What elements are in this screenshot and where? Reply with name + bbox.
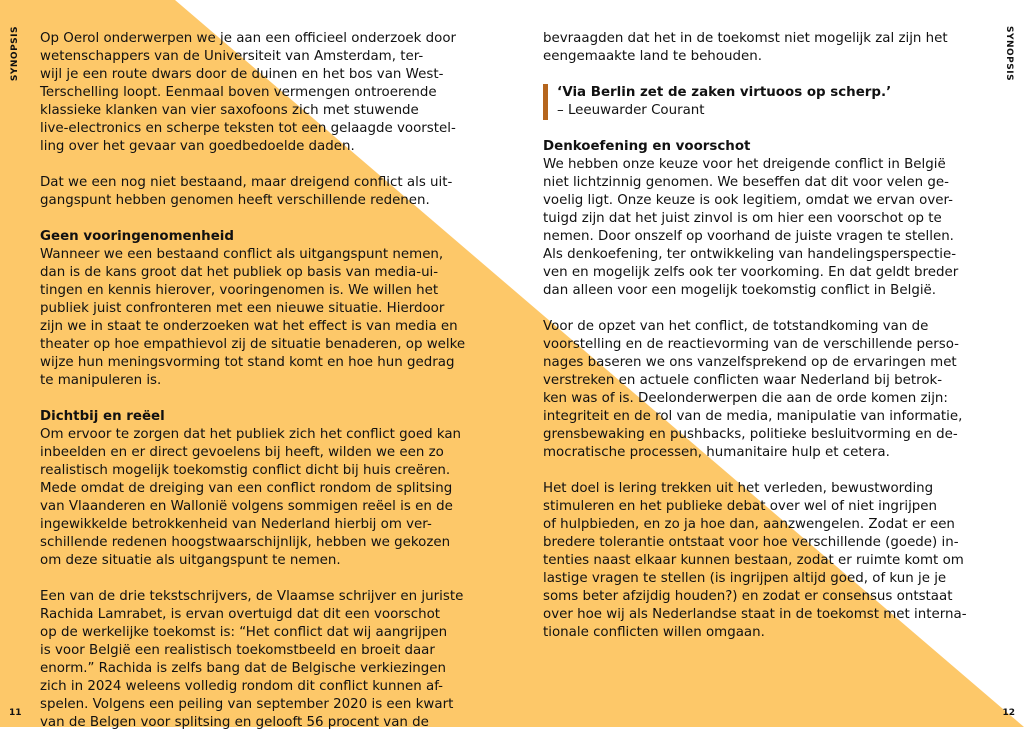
text-line: Terschelling loopt. Eenmaal boven vermengen ontroerende bbox=[40, 85, 437, 100]
text-line: Rachida Lamrabet, is ervan overtuigd dat dit een voorschot bbox=[40, 607, 441, 622]
text-line: ingewikkelde betrokkenheid van Nederland hierbij om ver- bbox=[40, 517, 432, 532]
text-line: tionale conflicten willen omgaan. bbox=[543, 625, 765, 640]
text-line: mocratische processen, humanitaire hulp et cetera. bbox=[543, 445, 890, 460]
text-line: We hebben onze keuze voor het dreigende conflict in België bbox=[543, 157, 946, 172]
paragraph-denkoefening bbox=[543, 156, 967, 300]
text-line: of hulpbieden, en zo ja hoe dan, aanzwengelen. Zodat er een bbox=[543, 517, 955, 532]
page-number-right: 12 bbox=[1002, 708, 1015, 718]
text-line: Als denkoefening, ter ontwikkeling van handelingsperspectie- bbox=[543, 247, 957, 262]
text-line: wetenschappers van de Universiteit van Amsterdam, ter- bbox=[40, 49, 424, 64]
text-line: soms beter afzijdig houden?) en zodat er consensus ontstaat bbox=[543, 589, 953, 604]
text-line: dan is de kans groot dat het publiek op basis van media-ui- bbox=[40, 265, 439, 280]
text-line: bredere tolerantie ontstaat voor hoe verschillende (goede) in- bbox=[543, 535, 959, 550]
page-number-left: 11 bbox=[9, 708, 22, 718]
text-line: Voor de opzet van het conflict, de totstandkoming van de bbox=[543, 319, 929, 334]
text-line: spelen. Volgens een peiling van september 2020 is een kwart bbox=[40, 697, 454, 712]
text-line: zijn we in staat te onderzoeken wat het effect is van media en bbox=[40, 319, 458, 334]
text-line: nemen. Door onszelf op voorhand de juiste vragen te stellen. bbox=[543, 229, 954, 244]
text-line: dan alleen voor een mogelijk toekomstig conflict in België. bbox=[543, 283, 937, 298]
text-line: theater op hoe empathievol zij de situatie benaderen, op welke bbox=[40, 337, 466, 352]
heading-geen-vooringenomenheid: Geen vooringenomenheid bbox=[40, 229, 234, 244]
text-line: over hoe wij als Nederlandse staat in de toekomst met interna- bbox=[543, 607, 967, 622]
text-line: Mede omdat de dreiging van een conflict rondom de splitsing bbox=[40, 481, 453, 496]
pull-quote bbox=[543, 84, 967, 120]
text-line: wijl je een route dwars door de duinen en het bos van West- bbox=[40, 67, 444, 82]
text-line: live-electronics en scherpe teksten tot een gelaagde voorstel- bbox=[40, 121, 456, 136]
text-line: integriteit en de rol van de media, manipulatie van informatie, bbox=[543, 409, 963, 424]
text-line: voorstelling en de reactievorming van de verschillende perso- bbox=[543, 337, 960, 352]
right-column bbox=[543, 30, 967, 660]
text-line: niet lichtzinnig genomen. We beseffen dat dit voor velen ge- bbox=[543, 175, 949, 190]
text-line: klassieke klanken van vier saxofoons zich met stuwende bbox=[40, 103, 419, 118]
left-column bbox=[40, 30, 465, 750]
text-line: Wanneer we een bestaand conflict als uitgangspunt nemen, bbox=[40, 247, 444, 262]
paragraph-reasons bbox=[40, 174, 465, 210]
text-line: inbeelden en er direct gevoelens bij heeft, wilden we een zo bbox=[40, 445, 444, 460]
quote-text: ‘Via Berlin zet de zaken virtuoos op scherp.’ bbox=[557, 85, 892, 100]
text-line: enorm.” Rachida is zelfs bang dat de Belgische verkiezingen bbox=[40, 661, 447, 676]
paragraph-continued bbox=[543, 30, 967, 66]
quote-source: – Leeuwarder Courant bbox=[557, 103, 705, 118]
text-line: wijze hun meningsvorming tot stand komt en hoe hun gedrag bbox=[40, 355, 455, 370]
text-line: van de Belgen voor splitsing en gelooft 56 procent van de bbox=[40, 715, 429, 730]
text-line: verstreken en actuele conflicten waar Nederland bij betrok- bbox=[543, 373, 943, 388]
text-line: is voor België een realistisch toekomstbeeld en broeit daar bbox=[40, 643, 435, 658]
paragraph-dichtbij bbox=[40, 426, 465, 570]
text-line: ken was of is. Deelonderwerpen die aan de orde komen zijn: bbox=[543, 391, 948, 406]
paragraph-intro bbox=[40, 30, 465, 156]
text-line: zich in 2024 weleens volledig rondom dit conflict kunnen af- bbox=[40, 679, 444, 694]
text-line: op de werkelijke toekomst is: “Het conflict dat wij aangrijpen bbox=[40, 625, 448, 640]
text-line: Het doel is lering trekken uit het verleden, bewustwording bbox=[543, 481, 934, 496]
text-line: om deze situatie als uitgangspunt te nemen. bbox=[40, 553, 341, 568]
heading-dichtbij-en-reeel: Dichtbij en reëel bbox=[40, 409, 165, 424]
text-line: realistisch mogelijk toekomstig conflict dicht bij huis creëren. bbox=[40, 463, 451, 478]
text-line: van Vlaanderen en Wallonië volgens sommigen reëel is en de bbox=[40, 499, 453, 514]
text-line: publiek juist confronteren met een nieuwe situatie. Hierdoor bbox=[40, 301, 445, 316]
paragraph-doel bbox=[543, 480, 967, 642]
text-line: bevraagden dat het in de toekomst niet mogelijk zal zijn het bbox=[543, 31, 948, 46]
side-label-left: SYNOPSIS bbox=[10, 26, 20, 82]
paragraph-rachida bbox=[40, 588, 465, 732]
text-line: ling over het gevaar van goedbedoelde daden. bbox=[40, 139, 355, 154]
text-line: gangspunt hebben genomen heeft verschillende redenen. bbox=[40, 193, 430, 208]
text-line: Op Oerol onderwerpen we je aan een officieel onderzoek door bbox=[40, 31, 457, 46]
text-line: tenties naast elkaar kunnen bestaan, zodat er ruimte komt om bbox=[543, 553, 964, 568]
text-line: eengemaakte land te behouden. bbox=[543, 49, 762, 64]
heading-denkoefening: Denkoefening en voorschot bbox=[543, 139, 751, 154]
side-label-right: SYNOPSIS bbox=[1004, 26, 1014, 82]
text-line: tingen en kennis hierover, vooringenomen is. We willen het bbox=[40, 283, 439, 298]
text-line: Een van de drie tekstschrijvers, de Vlaamse schrijver en juriste bbox=[40, 589, 464, 604]
text-line: tuigd zijn dat het juist zinvol is om hier een voorschot op te bbox=[543, 211, 942, 226]
text-line: Dat we een nog niet bestaand, maar dreigend conflict als uit- bbox=[40, 175, 453, 190]
paragraph-vooringenomenheid bbox=[40, 246, 465, 390]
text-line: stimuleren en het publieke debat over wel of niet ingrijpen bbox=[543, 499, 938, 514]
text-line: nages baseren we ons vanzelfsprekend op de ervaringen met bbox=[543, 355, 957, 370]
text-line: Om ervoor te zorgen dat het publiek zich het conflict goed kan bbox=[40, 427, 462, 442]
text-line: te manipuleren is. bbox=[40, 373, 162, 388]
text-line: lastige vragen te stellen (is ingrijpen altijd goed, of kun je je bbox=[543, 571, 947, 586]
text-line: grensbewaking en pushbacks, politieke besluitvorming en de- bbox=[543, 427, 958, 442]
paragraph-opzet bbox=[543, 318, 967, 462]
text-line: voelig ligt. Onze keuze is ook legitiem, omdat we ervan over- bbox=[543, 193, 953, 208]
text-line: schillende redenen hoogstwaarschijnlijk, hebben we gekozen bbox=[40, 535, 451, 550]
text-line: ven en mogelijk zelfs ook ter voorkoming. En dat geldt breder bbox=[543, 265, 959, 280]
